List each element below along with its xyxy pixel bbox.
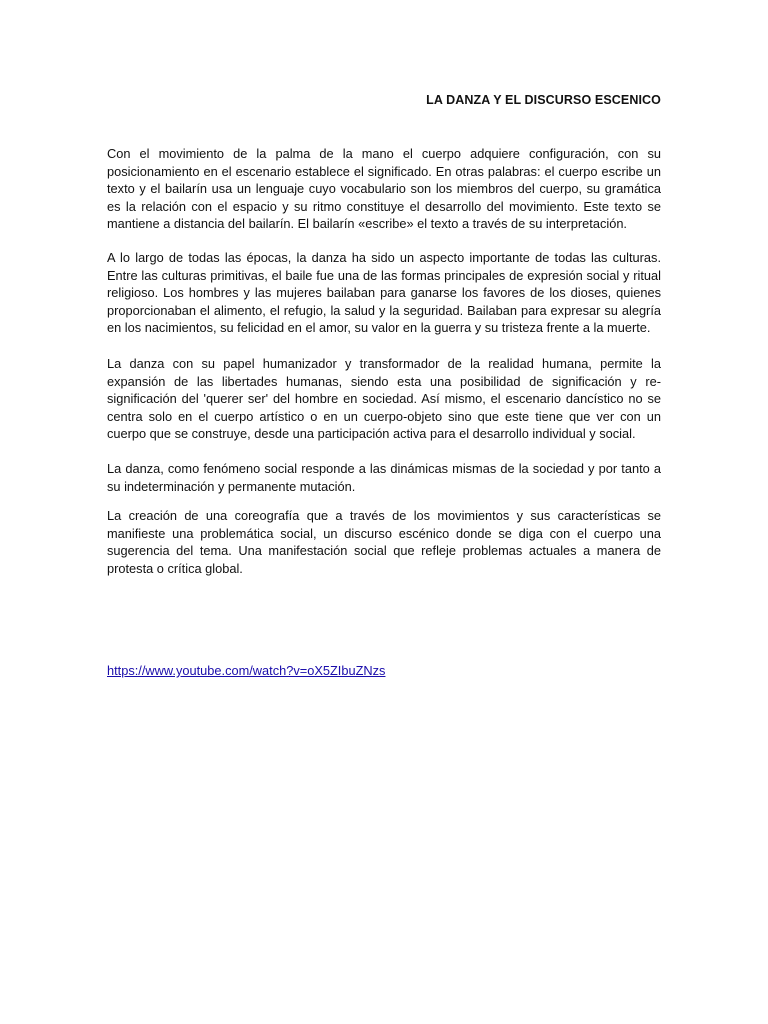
paragraph-body-text-2: A lo largo de todas las épocas, la danza ha sido un aspecto importante de todas las culturas. Entre las culturas primitivas, el baile fue una de las formas principales de expresión social y ritual religioso. Los hombres y las mujeres bailaban para ganarse los favores de los dioses, quienes proporcionaban el alimento, el refugio, la salud y la seguridad. Bailaban para expresar su alegría en los nacimientos, su felicidad en el amor, su valor en la guerra y su tristeza frente a la muerte. (107, 250, 661, 335)
paragraph-body-text-3: La danza con su papel humanizador y transformador de la realidad humana, permite la expansión de las libertades humanas, siendo esta una posibilidad de significación y re-significación del 'querer ser' del hombre en sociedad. Así mismo, el escenario dancístico no se centra solo en el cuerpo artístico o en un cuerpo-objeto sino que este tiene que ver con un cuerpo que se construye, desde una participación activa para el desarrollo individual y social. (107, 356, 661, 441)
document-title: LA DANZA Y EL DISCURSO ESCENICO (426, 93, 661, 107)
youtube-link[interactable]: https://www.youtube.com/watch?v=oX5ZIbuZNzs (107, 663, 386, 678)
paragraph-body-text-5: La creación de una coreografía que a través de los movimientos y sus características se manifieste una problemática social, un discurso escénico donde se diga con el cuerpo una sugerencia del tema. Una manifestación social que refleje problemas actuales a manera de protesta o crítica global. (107, 508, 661, 576)
paragraph-body-text-4: La danza, como fenómeno social responde a las dinámicas mismas de la sociedad y por tanto a su indeterminación y permanente mutación. (107, 461, 661, 494)
paragraph-body-text-1: Con el movimiento de la palma de la mano el cuerpo adquiere configuración, con su posicionamiento en el escenario establece el significado. En otras palabras: el cuerpo escribe un texto y el bailarín usa un lenguaje cuyo vocabulario son los miembros del cuerpo, su gramática es la relación con el espacio y su ritmo constituye el desarrollo del movimiento. Este texto se mantiene a distancia del bailarín. El bailarín «escribe» el texto a través de su interpretación. (107, 146, 661, 231)
